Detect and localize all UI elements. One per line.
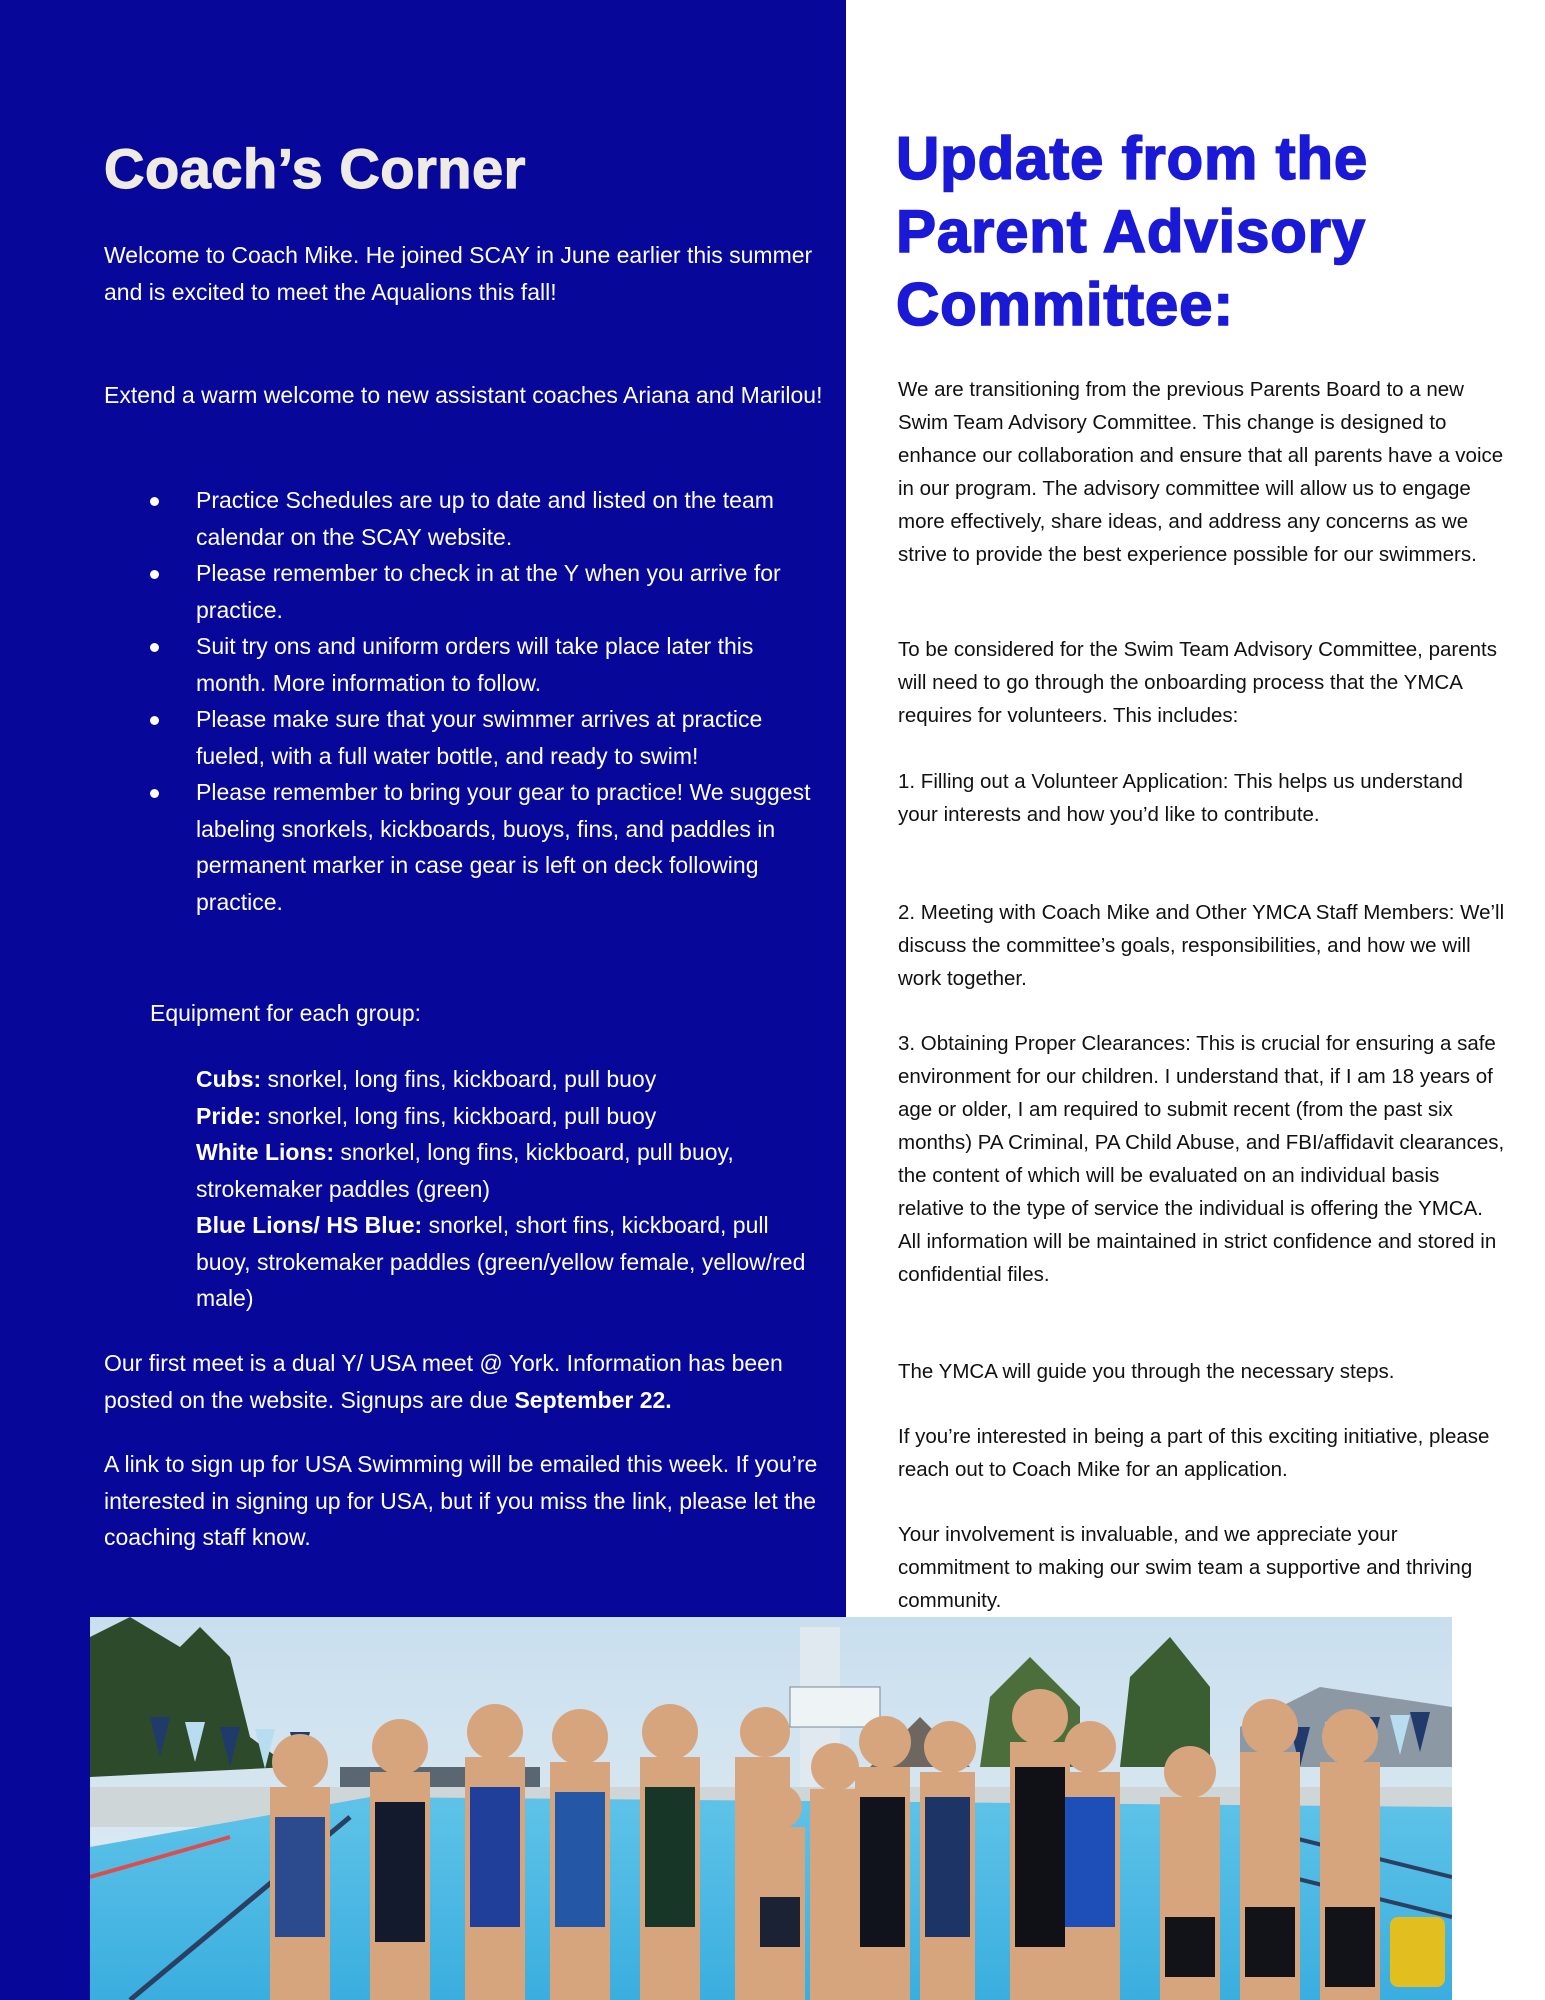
list-item-text: Practice Schedules are up to date and listed on the team calendar on the SCAY website. (196, 487, 774, 550)
first-meet-text: Our first meet is a dual Y/ USA meet @ York. Information has been posted on the website. Signups are due (104, 1350, 783, 1413)
advisory-intro (898, 373, 1508, 571)
list-item-text: Please remember to bring your gear to practice! We suggest labeling snorkels, kickboards, buoys, fins, and paddles in permanent marker in case gear is left on deck following practice. (196, 779, 811, 915)
list-item (104, 774, 824, 920)
first-meet-paragraph (104, 1345, 824, 1418)
equipment-item-blue-lions (196, 1207, 826, 1317)
welcome-text: Welcome to Coach Mike. He joined SCAY in June earlier this summer and is excited to meet the Aqualions this fall! (104, 242, 813, 305)
paragraph-text: If you’re interested in being a part of this exciting initiative, please reach out to Coach Mike for an application. (898, 1425, 1490, 1481)
list-item-text: Please make sure that your swimmer arrives at practice fueled, with a full water bottle, and ready to swim! (196, 706, 763, 769)
paragraph-text: Your involvement is invaluable, and we appreciate your commitment to making our swim team a supportive and thriving community. (898, 1523, 1473, 1612)
list-item (104, 701, 824, 774)
step-meeting (898, 896, 1508, 995)
paragraph-text: 2. Meeting with Coach Mike and Other YMCA Staff Members: We’ll discuss the committee’s goals, responsibilities, and how we will work together. (898, 901, 1505, 990)
usa-swimming-text: A link to sign up for USA Swimming will be emailed this week. If you’re interested in signing up for USA, but if you miss the link, please let the coaching staff know. (104, 1451, 818, 1550)
equipment-label: Equipment for each group: (150, 1000, 422, 1026)
bullet-icon (150, 789, 159, 798)
welcome-paragraph (104, 237, 824, 310)
coaches-corner-title: Coach’s Corner (104, 137, 526, 200)
list-item-text: Suit try ons and uniform orders will take place later this month. More information to follow. (196, 633, 754, 696)
heading-line: Update from the (896, 125, 1369, 192)
list-item (104, 482, 824, 555)
equipment-item-cubs (196, 1061, 826, 1098)
bullet-icon (150, 570, 159, 579)
paragraph-text: 3. Obtaining Proper Clearances: This is crucial for ensuring a safe environment for our children. I understand that, if I am 18 years of age or older, I am required to submit recent (from the past six months) PA Criminal, PA Child Abuse, and FBI/affidavit clearances, the content of which will be evaluated on an individual basis relative to the type of service the individual is offering the YMCA. All information will be maintained in strict confidence and stored in confidential files. (898, 1032, 1505, 1286)
list-item (104, 555, 824, 628)
closing-thanks (898, 1518, 1508, 1617)
bullet-icon (150, 716, 159, 725)
usa-swimming-paragraph (104, 1446, 824, 1556)
signup-due-date: September 22. (514, 1386, 672, 1413)
advisory-heading (896, 122, 1368, 341)
advisory-onboarding (898, 633, 1508, 732)
interest-contact (898, 1420, 1508, 1486)
step-volunteer-application (898, 765, 1508, 831)
equipment-item-white-lions (196, 1134, 826, 1207)
group-name: Pride: (196, 1102, 262, 1129)
extend-text: Extend a warm welcome to new assistant coaches Ariana and Marilou! (104, 382, 823, 408)
paragraph-text: 1. Filling out a Volunteer Application: This helps us understand your interests and how you’d like to contribute. (898, 770, 1463, 826)
bullet-icon (150, 497, 159, 506)
group-name: Blue Lions/ HS Blue: (196, 1212, 423, 1238)
paragraph-text: The YMCA will guide you through the necessary steps. (898, 1360, 1395, 1383)
group-name: Cubs: (196, 1066, 262, 1092)
list-item (104, 628, 824, 701)
equipment-list (196, 1061, 826, 1317)
ymca-guide (898, 1355, 1508, 1388)
equipment-item-pride (196, 1098, 826, 1135)
extend-paragraph (104, 377, 824, 414)
heading-line: Parent Advisory (896, 198, 1366, 265)
team-photo (90, 1617, 1452, 2000)
group-name: White Lions: (196, 1139, 334, 1165)
group-items: snorkel, long fins, kickboard, pull buoy, strokemaker paddles (green) (196, 1139, 734, 1202)
paragraph-text: To be considered for the Swim Team Advisory Committee, parents will need to go through the onboarding process that the YMCA requires for volunteers. This includes: (898, 638, 1497, 727)
list-item-text: Please remember to check in at the Y when you arrive for practice. (196, 560, 781, 623)
team-photo-image (90, 1617, 1452, 2000)
bullet-icon (150, 643, 159, 652)
group-items: snorkel, long fins, kickboard, pull buoy (261, 1066, 657, 1092)
step-clearances (898, 1027, 1508, 1291)
paragraph-text: We are transitioning from the previous Parents Board to a new Swim Team Advisory Committee. This change is designed to enhance our collaboration and ensure that all parents have a voice in our program. The advisory committee will allow us to engage more effectively, share ideas, and address any concerns as we strive to provide the best experience possible for our swimmers. (898, 378, 1504, 566)
group-items: snorkel, short fins, kickboard, pull buoy, strokemaker paddles (green/yellow female, yellow/red male) (196, 1212, 806, 1311)
announcement-list (104, 482, 824, 920)
heading-line: Committee: (896, 271, 1235, 338)
group-items: snorkel, long fins, kickboard, pull buoy (261, 1102, 657, 1129)
